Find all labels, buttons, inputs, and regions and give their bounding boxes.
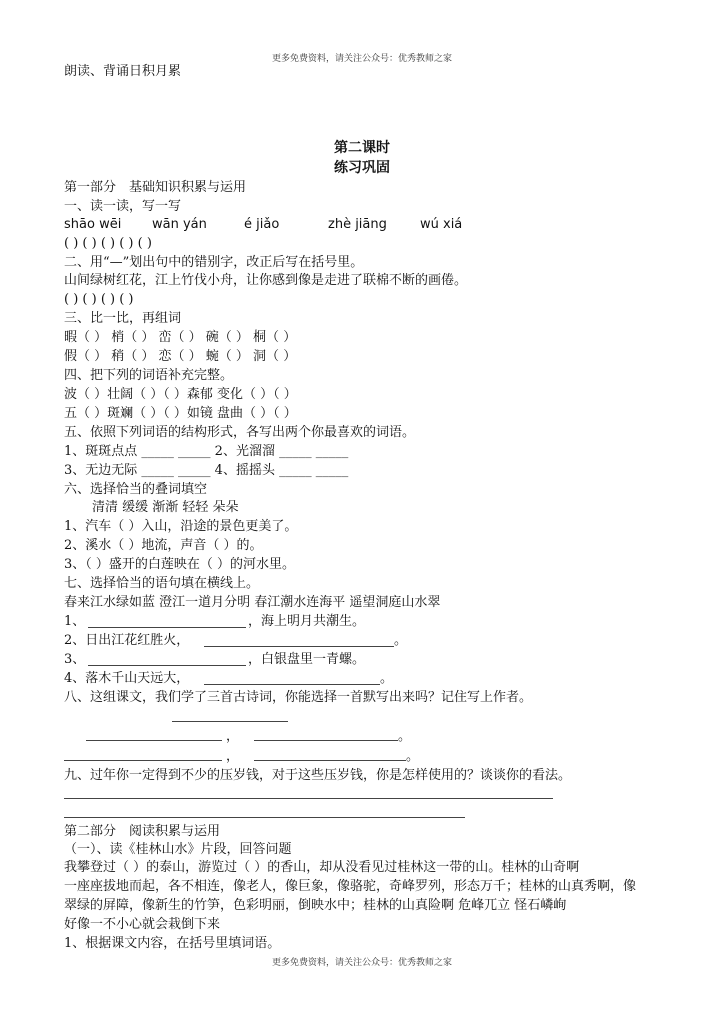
q9-answer-line-1 <box>64 798 553 799</box>
q5-row-1: 1、斑斑点点 _____ _____ 2、光溜溜 _____ _____ <box>64 444 349 459</box>
lesson-subtitle: 练习巩固 <box>334 160 390 176</box>
q4-heading: 四、把下列的词语补充完整。 <box>64 368 234 383</box>
pinyin-3: é jiǎo <box>244 217 280 232</box>
q6-item-1: 1、汽车（ ）入山，沿途的景色更美了。 <box>64 519 298 534</box>
q6-word-bank: 清清 缓缓 渐渐 轻轻 朵朵 <box>92 500 239 515</box>
q8-line-1b <box>254 740 398 741</box>
q9-heading: 九、过年你一定得到不少的压岁钱，对于这些压岁钱，你是怎样使用的？谈谈你的看法。 <box>64 768 572 783</box>
q7-options: 春来江水绿如蓝 澄江一道月分明 春江潮水连海平 遥望洞庭山水翠 <box>64 595 441 610</box>
header-note: 更多免费资料，请关注公众号：优秀教师之家 <box>271 54 452 64</box>
q3-heading: 三、比一比，再组词 <box>64 311 182 326</box>
q8-heading: 八、这组课文，我们学了三首古诗词，你能选择一首默写出来吗？记住写上作者。 <box>64 690 533 705</box>
reading-section-title: （一）、读《桂林山水》片段，回答问题 <box>64 842 292 857</box>
part2-heading: 第二部分 阅读积累与运用 <box>64 824 221 839</box>
q5-row-2: 3、无边无际 _____ _____ 4、摇摇头 _____ _____ <box>64 463 349 478</box>
passage-line-2: 一座座拔地而起，各不相连，像老人，像巨象，像骆驼，奇峰罗列，形态万千；桂林的山真秀啊，像 <box>64 879 637 894</box>
q7-item-4-suffix: 。 <box>380 671 394 686</box>
passage-line-3: 翠绿的屏障，像新生的竹笋，色彩明丽，倒映水中；桂林的山真险啊 危峰兀立 怪石嶙峋 <box>64 898 567 913</box>
q4-row-2: 五（ ）斑斓（ ）（ ）如镜 盘曲（ ）（ ） <box>64 406 297 421</box>
q7-item-1-suffix: ，海上明月共潮生。 <box>248 614 366 629</box>
pinyin-4: zhè jiāng <box>328 217 387 232</box>
q8-line-2b <box>254 760 406 761</box>
passage-line-4: 好像一不小心就会栽倒下来 <box>64 917 221 932</box>
q3-row-1: 暇（ ） 梢（ ） 峦（ ） 碗（ ） 桐（ ） <box>64 330 297 345</box>
q7-heading: 七、选择恰当的语句填在横线上。 <box>64 576 260 591</box>
pinyin-2: wān yán <box>152 217 207 232</box>
q8-period-2: 。 <box>406 749 420 764</box>
q7-item-2-prefix: 2、日出江花红胜火， <box>64 633 190 648</box>
q1-heading: 一、读一读，写一写 <box>64 199 182 214</box>
q6-heading: 六、选择恰当的叠词填空 <box>64 482 208 497</box>
q6-item-3: 3、（ ）盛开的白莲映在（ ）的河水里。 <box>64 557 296 572</box>
q9-answer-line-2 <box>64 817 465 818</box>
q8-line-2a <box>64 760 222 761</box>
q4-row-1: 波（ ）壮阔（ ）（ ）森郁 变化（ ）（ ） <box>64 387 297 402</box>
q8-period-1: 。 <box>398 729 412 744</box>
q7-item-1-blank <box>88 627 246 628</box>
q6-item-2: 2、溪水（ ）地流，声音（ ）的。 <box>64 538 263 553</box>
intro-line: 朗读、背诵日积月累 <box>64 64 182 79</box>
footer-note: 更多免费资料，请关注公众号：优秀教师之家 <box>271 958 452 968</box>
q7-item-1-prefix: 1、 <box>64 614 86 629</box>
q7-item-4-blank <box>204 684 380 685</box>
lesson-title: 第二课时 <box>334 140 390 156</box>
q3-row-2: 假（ ） 稍（ ） 恋（ ） 蜿（ ） 洞（ ） <box>64 349 297 364</box>
pinyin-5: wú xiá <box>420 217 463 232</box>
pinyin-1: shāo wēi <box>64 217 122 232</box>
pinyin-answer-parens: ( ) ( ) ( ) ( ) ( ) <box>64 236 152 251</box>
q7-item-3-suffix: ，白银盘里一青螺。 <box>248 652 366 667</box>
q7-item-2-suffix: 。 <box>394 633 408 648</box>
part1-heading: 第一部分 基础知识积累与运用 <box>64 180 247 195</box>
q7-item-4-prefix: 4、落木千山天远大， <box>64 671 190 686</box>
passage-line-1: 我攀登过（ ）的泰山，游览过（ ）的香山，却从没看见过桂林这一带的山。桂林的山奇啊 <box>64 860 580 875</box>
q7-item-3-blank <box>88 665 246 666</box>
q5-heading: 五、依照下列词语的结构形式，各写出两个你最喜欢的词语。 <box>64 425 416 440</box>
q2-sentence: 山间绿树红花，江上竹伐小舟，让你感到像是走进了联棉不断的画倦。 <box>64 273 468 288</box>
q8-title-line <box>172 721 288 722</box>
q7-item-3-prefix: 3、 <box>64 652 86 667</box>
reading-question-1: 1、根据课文内容，在括号里填词语。 <box>64 936 281 951</box>
q8-line-1a <box>86 740 222 741</box>
q8-comma-2: ， <box>226 749 240 764</box>
q7-item-2-blank <box>204 646 394 647</box>
q2-heading: 二、用“—”划出句中的错别字，改正后写在括号里。 <box>64 255 364 270</box>
q2-answer-parens: ( ) ( ) ( ) ( ) <box>64 292 134 307</box>
q8-comma-1: ， <box>226 729 240 744</box>
